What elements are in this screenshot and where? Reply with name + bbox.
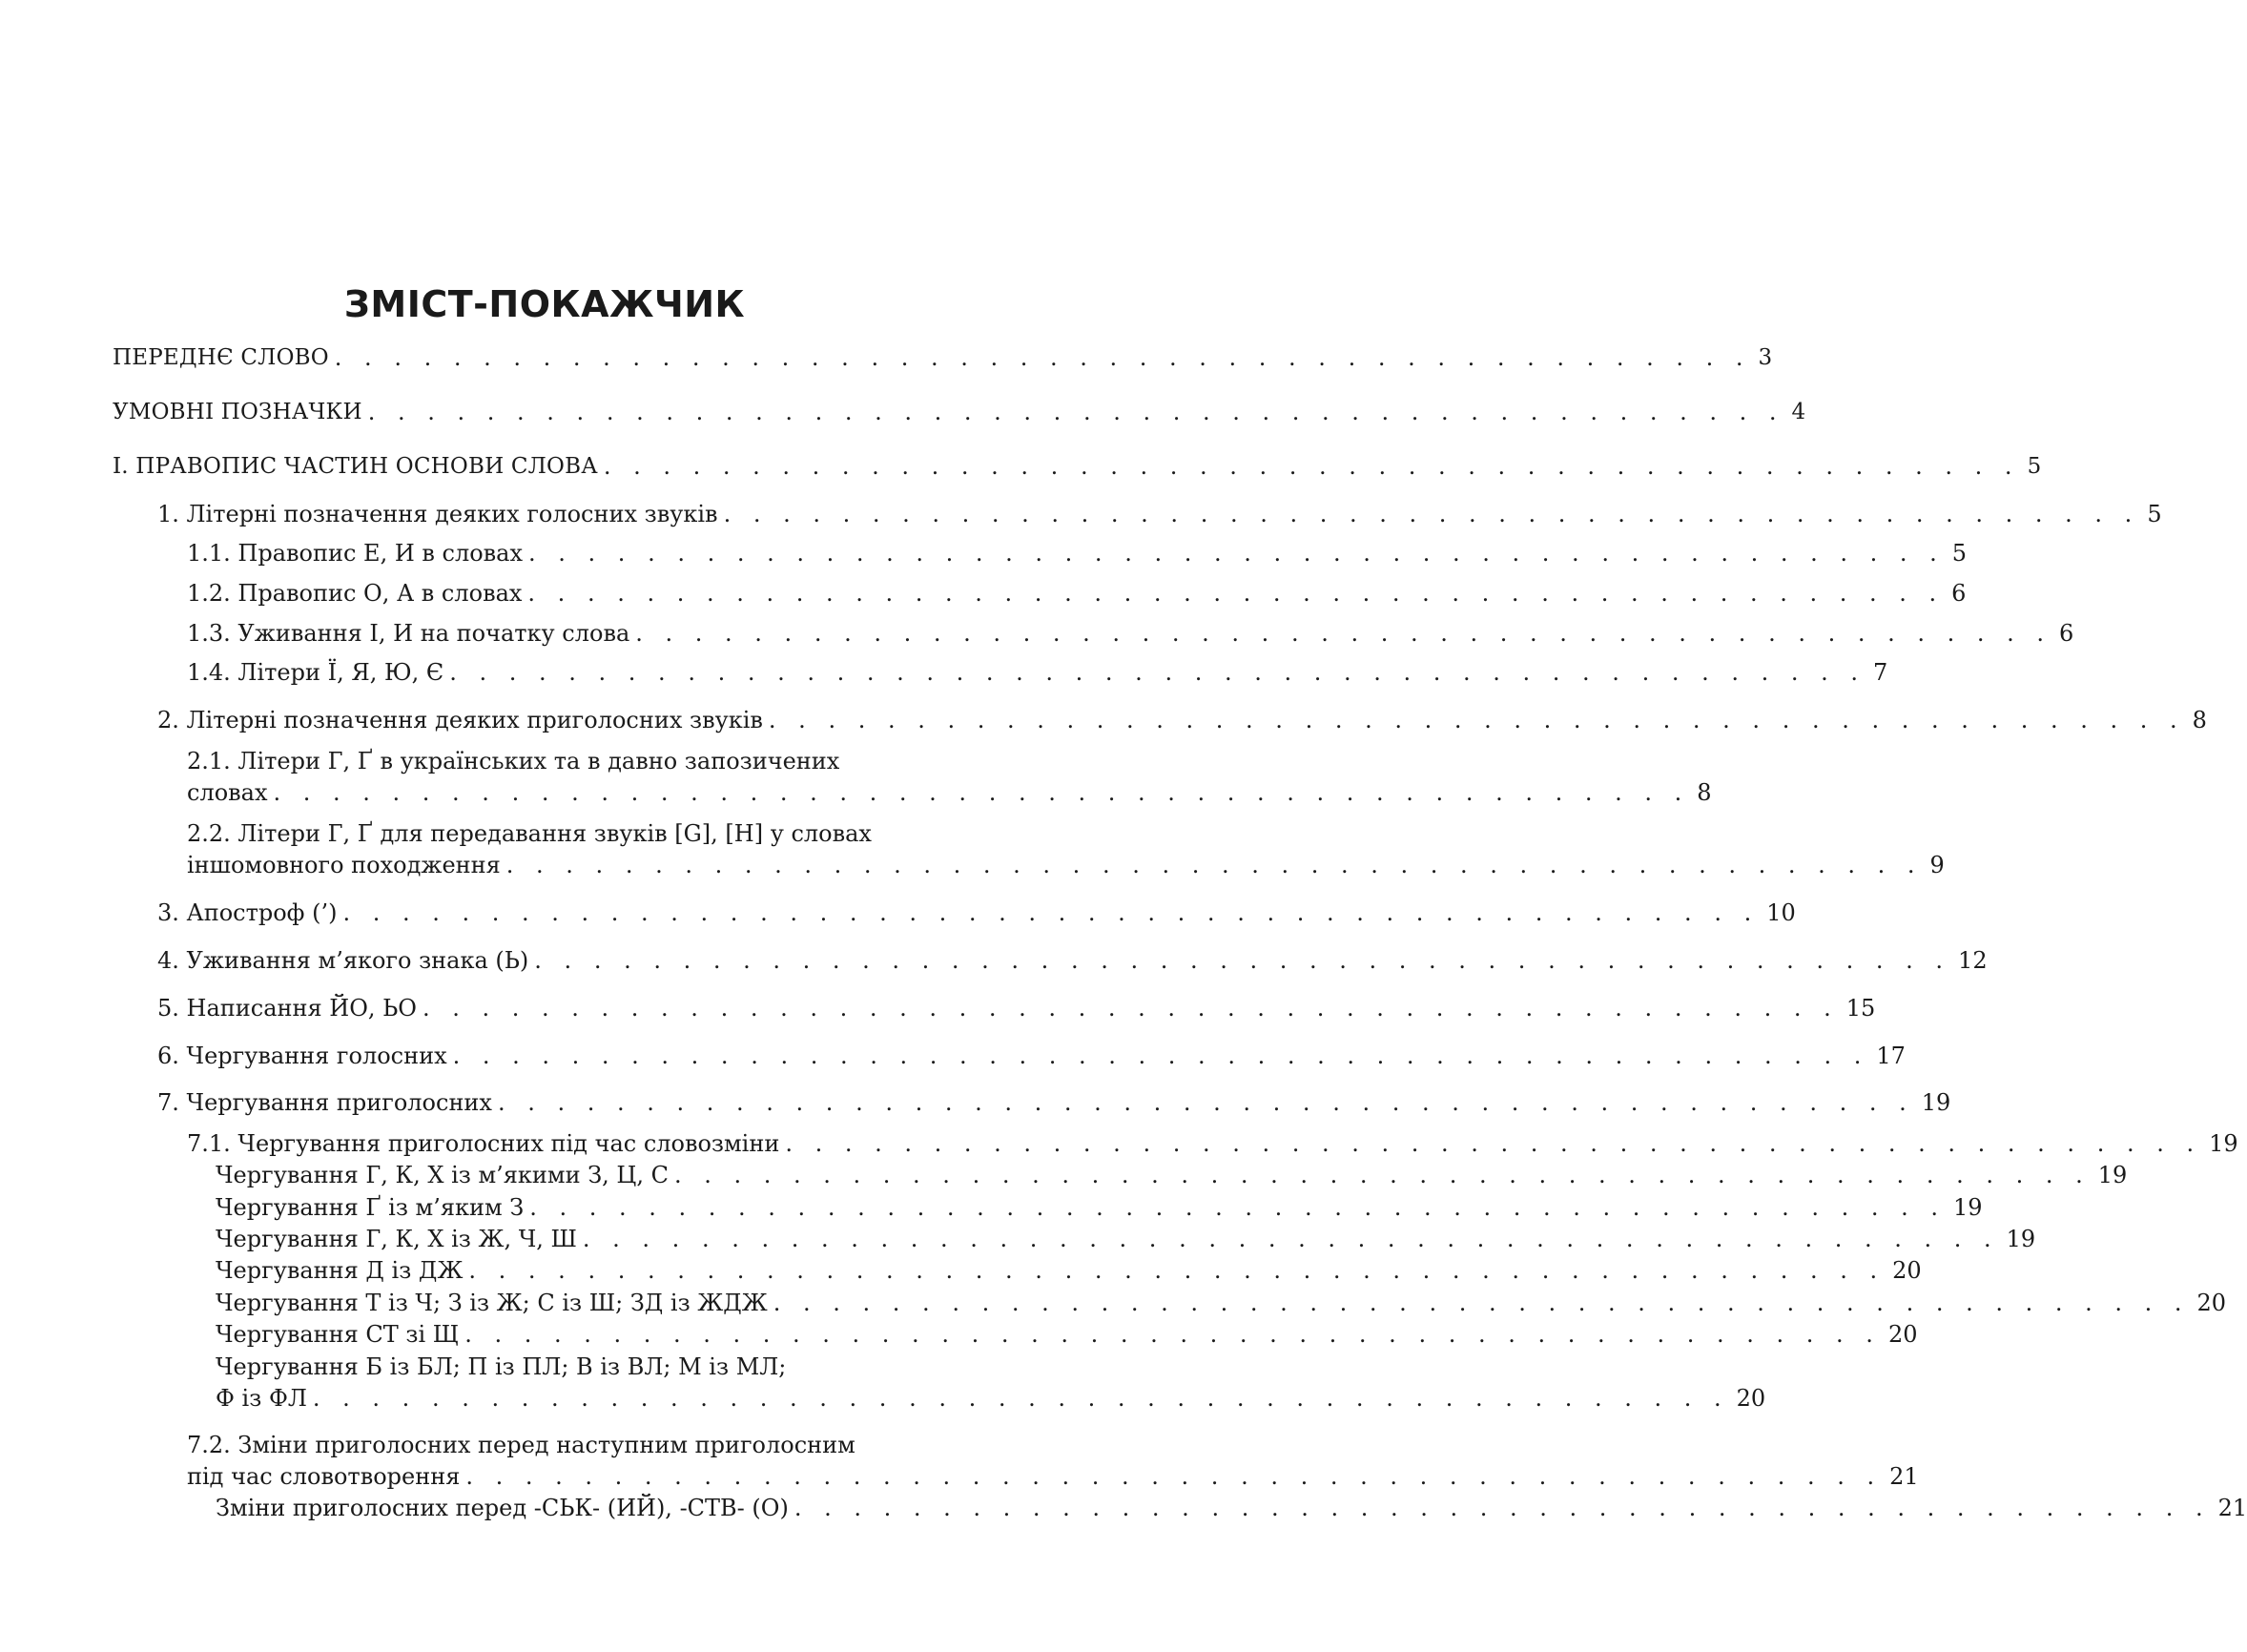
- toc-entry-6: [157, 1038, 1906, 1070]
- leader-dots: . . . . . . . . . . . . . . . . . . . . . . . . . . . . . . . . . . . . . . . . . . . . . . . .: [464, 1321, 1881, 1348]
- toc-entry-label: 2.1. Літери Г, Ґ в українських та в давно запозичених: [187, 748, 840, 774]
- toc-entry-7-1-f: [216, 1316, 1918, 1349]
- toc-entry-label-cont: Ф із ФЛ: [216, 1385, 307, 1412]
- leader-dots: . . . . . . . . . . . . . . . . . . . . . . . . . . . . . . . . . . . . . . . . . . . . . . . .: [582, 1226, 1999, 1252]
- toc-entry-page: 8: [1697, 779, 1712, 806]
- toc-entry-page: 4: [1791, 400, 1806, 424]
- leader-dots: . . . . . . . . . . . . . . . . . . . . . . . . . . . . . . . . . . . . . . . . . . . . . . . .: [422, 995, 1839, 1022]
- toc-entry-2-2-cont: [187, 847, 1945, 879]
- leader-dots: . . . . . . . . . . . . . . . . . . . . . . . . . . . . . . . . . . . . . . . . . . . . . . . .: [342, 899, 1760, 926]
- toc-entry-page: 19: [2209, 1130, 2238, 1157]
- leader-dots: . . . . . . . . . . . . . . . . . . . . . . . . . . . . . . . . . . . . . . . . . . . . . . . .: [527, 580, 1945, 607]
- leader-dots: . . . . . . . . . . . . . . . . . . . . . . . . . . . . . . . . . . . . . . . . . . . . . . . .: [528, 540, 1945, 567]
- toc-entry-label: 1.3. Уживання І, И на початку слова: [187, 620, 630, 647]
- leader-dots: . . . . . . . . . . . . . . . . . . . . . . . . . . . . . . . . . . . . . . . . . . . . . . . .: [334, 344, 1751, 371]
- toc-entry-page: 15: [1845, 995, 1876, 1022]
- toc-entry-1-4: [187, 654, 1888, 687]
- toc-entry-label: 7. Чергування приголосних: [157, 1089, 492, 1116]
- toc-entry-7-2-cont: [187, 1458, 1919, 1491]
- toc-entry-page: 7: [1873, 659, 1888, 686]
- toc-entry-label: Зміни приголосних перед -СЬК- (ИЙ), -СТВ- (О): [216, 1495, 789, 1521]
- leader-dots: . . . . . . . . . . . . . . . . . . . . . . . . . . . . . . . . . . . . . . . . . . . . . . . .: [312, 1385, 1729, 1412]
- leader-dots: . . . . . . . . . . . . . . . . . . . . . . . . . . . . . . . . . . . . . . . . . . . . . . . .: [723, 501, 2140, 527]
- toc-entry-label: Чергування Д із ДЖ: [216, 1257, 464, 1284]
- toc-entry-page: 20: [1892, 1257, 1922, 1284]
- leader-dots: . . . . . . . . . . . . . . . . . . . . . . . . . . . . . . . . . . . . . . . . . . . . . . . .: [768, 707, 2185, 733]
- toc-entry-label: УМОВНІ ПОЗНАЧКИ: [113, 400, 362, 424]
- toc-entry-7: [157, 1084, 1951, 1117]
- leader-dots: . . . . . . . . . . . . . . . . . . . . . . . . . . . . . . . . . . . . . . . . . . . . . . . .: [449, 659, 1866, 686]
- toc-entry-7-1: [187, 1125, 2238, 1158]
- leader-dots: . . . . . . . . . . . . . . . . . . . . . . . . . . . . . . . . . . . . . . . . . . . . . . . .: [773, 1290, 2190, 1316]
- toc-entry-2-2: [187, 816, 952, 848]
- toc-entry-label: 6. Чергування голосних: [157, 1043, 447, 1069]
- toc-entry-label: 5. Написання ЙО, ЬО: [157, 995, 417, 1022]
- toc-entry-page: 19: [1921, 1089, 1951, 1116]
- toc-entry-label: 1.2. Правопис О, А в словах: [187, 580, 523, 607]
- toc-entry-1-3: [187, 615, 2074, 648]
- toc-entry-page: 20: [2196, 1290, 2227, 1316]
- leader-dots: . . . . . . . . . . . . . . . . . . . . . . . . . . . . . . . . . . . . . . . . . . . . . . . .: [497, 1089, 1914, 1116]
- leader-dots: . . . . . . . . . . . . . . . . . . . . . . . . . . . . . . . . . . . . . . . . . . . . . . . .: [603, 453, 2020, 480]
- toc-entry-page: 19: [1952, 1194, 1983, 1221]
- toc-entry-1-1: [187, 535, 1968, 568]
- toc-entry-label: 7.1. Чергування приголосних під час словозміни: [187, 1130, 780, 1157]
- toc-entry-page: 5: [1951, 540, 1968, 567]
- toc-entry-5: [157, 990, 1876, 1022]
- toc-entry-7-1-g: [216, 1349, 952, 1381]
- leader-dots: . . . . . . . . . . . . . . . . . . . . . . . . . . . . . . . . . . . . . . . . . . . . . . . .: [534, 947, 1951, 974]
- toc-entry-page: 21: [2217, 1495, 2247, 1521]
- toc-entry-2: [157, 702, 2207, 734]
- toc-entry-page: 21: [1889, 1463, 1919, 1490]
- toc-entry-page: 20: [1736, 1385, 1766, 1412]
- toc-entry-label: 1. Літерні позначення деяких голосних звуків: [157, 501, 718, 527]
- toc-entry-label: ПЕРЕДНЄ СЛОВО: [113, 345, 329, 370]
- toc-entry-7-1-a: [216, 1157, 2128, 1189]
- leader-dots: . . . . . . . . . . . . . . . . . . . . . . . . . . . . . . . . . . . . . . . . . . . . . . . .: [465, 1463, 1883, 1490]
- toc-entry-label: 2.2. Літери Г, Ґ для передавання звуків [G], [H] у словах: [187, 820, 872, 847]
- toc-entry-page: 12: [1958, 947, 1988, 974]
- toc-entry-label-cont: словах: [187, 779, 268, 806]
- toc-entry-section-1: [113, 448, 2042, 481]
- toc-entry-label: 1.1. Правопис Е, И в словах: [187, 540, 524, 567]
- toc-entry-7-1-g-cont: [216, 1380, 1766, 1413]
- page-title: ЗМІСТ-ПОКАЖЧИК: [343, 283, 746, 325]
- toc-entry-page: 19: [2097, 1162, 2128, 1188]
- toc-entry-page: 9: [1929, 852, 1945, 878]
- toc-entry-foreword: [113, 340, 1773, 372]
- toc-entry-7-2-a: [216, 1490, 2247, 1522]
- toc-entry-7-1-b: [216, 1189, 1983, 1222]
- toc-entry-page: 6: [2059, 620, 2074, 647]
- leader-dots: . . . . . . . . . . . . . . . . . . . . . . . . . . . . . . . . . . . . . . . . . . . . . . . .: [785, 1130, 2202, 1157]
- toc-entry-label: Чергування Ґ із м’яким З: [216, 1194, 525, 1221]
- toc-entry-4: [157, 942, 1988, 975]
- toc-entry-page: 5: [2027, 454, 2042, 479]
- toc-entry-label: Чергування Т із Ч; З із Ж; С із Ш; ЗД із ЖДЖ: [216, 1290, 768, 1316]
- leader-dots: . . . . . . . . . . . . . . . . . . . . . . . . . . . . . . . . . . . . . . . . . . . . . . . .: [452, 1043, 1869, 1069]
- toc-entry-label-cont: іншомовного походження: [187, 852, 501, 878]
- leader-dots: . . . . . . . . . . . . . . . . . . . . . . . . . . . . . . . . . . . . . . . . . . . . . . . .: [468, 1257, 1886, 1284]
- toc-entry-label: 2. Літерні позначення деяких приголосних звуків: [157, 707, 763, 733]
- toc-entry-page: 17: [1876, 1043, 1906, 1069]
- toc-entry-label: Чергування Б із БЛ; П із ПЛ; В із ВЛ; М із МЛ;: [216, 1353, 787, 1380]
- toc-entry-2-1-cont: [187, 774, 1712, 807]
- toc-entry-3: [157, 895, 1796, 927]
- toc-entry-label: І. ПРАВОПИС ЧАСТИН ОСНОВИ СЛОВА: [113, 454, 598, 479]
- toc-entry-7-1-c: [216, 1221, 2036, 1253]
- toc-entry-label-cont: під час словотворення: [187, 1463, 461, 1490]
- leader-dots: . . . . . . . . . . . . . . . . . . . . . . . . . . . . . . . . . . . . . . . . . . . . . . . .: [529, 1194, 1946, 1221]
- toc-entry-label: 7.2. Зміни приголосних перед наступним приголосним: [187, 1432, 856, 1458]
- leader-dots: . . . . . . . . . . . . . . . . . . . . . . . . . . . . . . . . . . . . . . . . . . . . . . . .: [673, 1162, 2091, 1188]
- toc-entry-1-2: [187, 575, 1967, 608]
- leader-dots: . . . . . . . . . . . . . . . . . . . . . . . . . . . . . . . . . . . . . . . . . . . . . . . .: [505, 852, 1923, 878]
- toc-entry-page: 5: [2147, 501, 2162, 527]
- toc-entry-label: Чергування Г, К, Х із Ж, Ч, Ш: [216, 1226, 577, 1252]
- toc-entry-symbols: [113, 394, 1806, 426]
- toc-entry-page: 10: [1766, 899, 1796, 926]
- leader-dots: . . . . . . . . . . . . . . . . . . . . . . . . . . . . . . . . . . . . . . . . . . . . . . . .: [794, 1495, 2211, 1521]
- toc-entry-7-1-d: [216, 1252, 1922, 1285]
- toc-entry-label: Чергування СТ зі Щ: [216, 1321, 460, 1348]
- toc-entry-page: 19: [2006, 1226, 2036, 1252]
- leader-dots: . . . . . . . . . . . . . . . . . . . . . . . . . . . . . . . . . . . . . . . . . . . . . . . .: [635, 620, 2052, 647]
- toc-entry-1: [157, 496, 2162, 528]
- toc-entry-7-2: [187, 1427, 952, 1459]
- toc-entry-page: 20: [1887, 1321, 1918, 1348]
- toc-entry-page: 3: [1758, 345, 1773, 370]
- toc-entry-label: 4. Уживання м’якого знака (Ь): [157, 947, 529, 974]
- toc-entry-label: Чергування Г, К, Х із м’якими З, Ц, С: [216, 1162, 669, 1188]
- leader-dots: . . . . . . . . . . . . . . . . . . . . . . . . . . . . . . . . . . . . . . . . . . . . . . . .: [273, 779, 1690, 806]
- toc-entry-label: 1.4. Літери Ї, Я, Ю, Є: [187, 659, 444, 686]
- toc-entry-label: 3. Апостроф (’): [157, 899, 338, 926]
- leader-dots: . . . . . . . . . . . . . . . . . . . . . . . . . . . . . . . . . . . . . . . . . . . . . . . .: [367, 399, 1784, 425]
- toc-entry-2-1: [187, 743, 952, 775]
- toc-entry-7-1-e: [216, 1285, 2227, 1317]
- toc-entry-page: 8: [2192, 707, 2207, 733]
- toc-entry-page: 6: [1951, 580, 1967, 607]
